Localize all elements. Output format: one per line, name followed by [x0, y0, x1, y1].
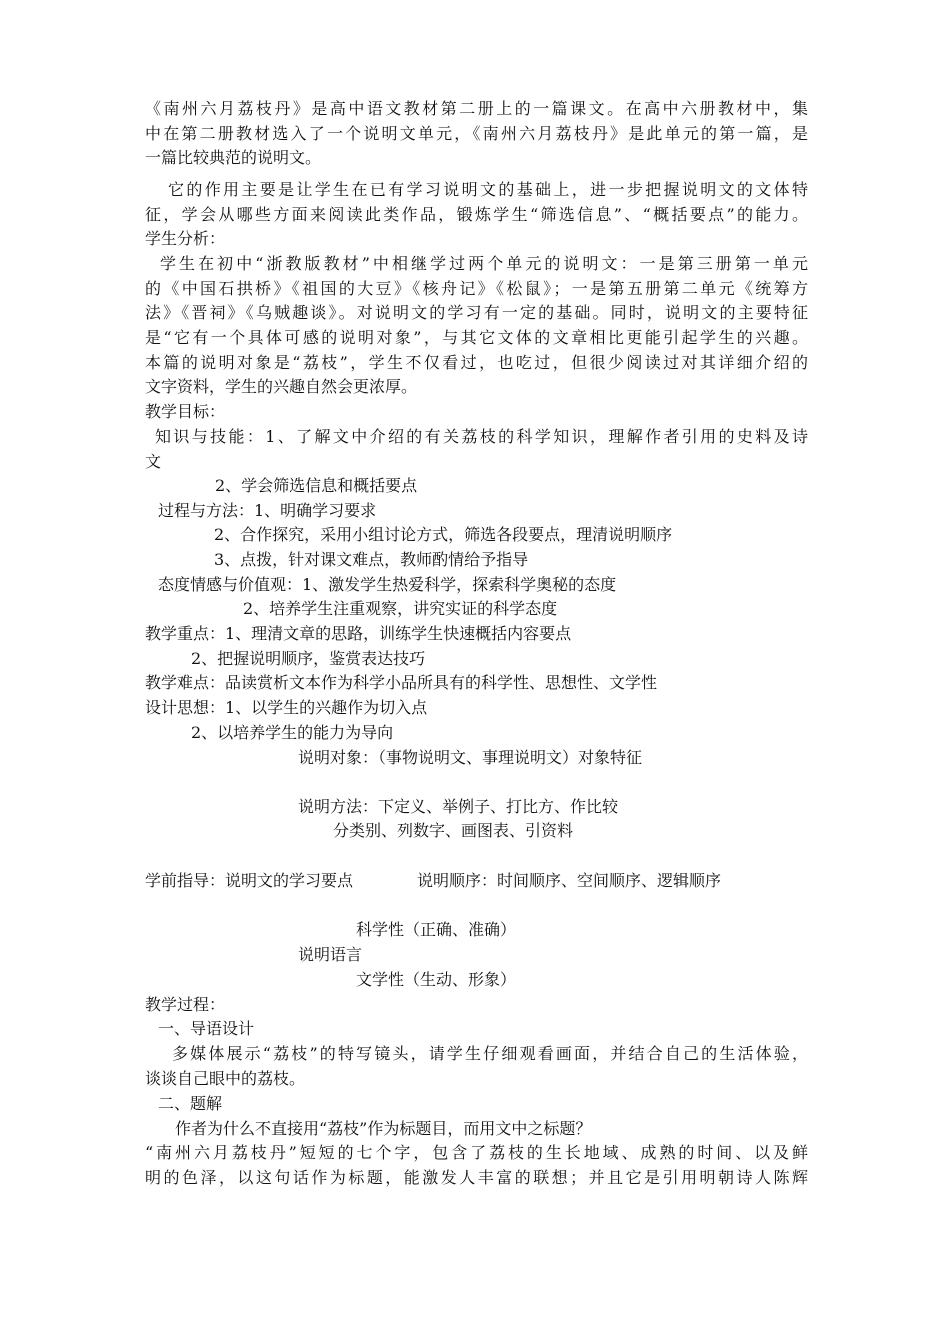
text-line: 一篇比较典范的说明文。: [145, 148, 322, 167]
text-line: 《南州六月荔枝丹》是高中语文教材第二册上的一篇课文。在高中六册教材中，集: [145, 99, 808, 118]
text-line: 分类别、列数字、画图表、引资料: [333, 821, 574, 840]
text-line: 教学重点：1、理清文章的思路，训练学生快速概括内容要点: [145, 624, 572, 643]
text-line: “南州六月荔枝丹”短短的七个字，包含了荔枝的生长地域、成熟的时间、以及鲜: [145, 1143, 808, 1162]
text-line: 知识与技能：1、了解文中介绍的有关荔枝的科学知识，理解作者引用的史料及诗: [155, 427, 808, 446]
text-line: 征，学会从哪些方面来阅读此类作品，锻炼学生“筛选信息”、“概括要点”的能力。: [145, 205, 808, 224]
text-line: 学生在初中“浙教版教材”中相继学过两个单元的说明文：一是第三册第一单元: [160, 254, 808, 273]
text-line: 的《中国石拱桥》《祖国的大豆》《核舟记》《松鼠》；一是第五册第二单元《统筹方: [145, 279, 808, 298]
text-line: 2、把握说明顺序，鉴赏表达技巧: [191, 649, 426, 668]
text-line: 中在第二册教材选入了一个说明文单元，《南州六月荔枝丹》是此单元的第一篇，是: [145, 124, 808, 143]
text-line: 说明对象：（事物说明文、事理说明文）对象特征: [298, 748, 643, 767]
section-heading: 教学目标：: [145, 402, 226, 421]
text-line: 本篇的说明对象是“荔枝”，学生不仅看过，也吃过，但很少阅读过对其详细介绍的: [145, 353, 808, 372]
text-line: 学前指导：说明文的学习要点: [145, 871, 354, 890]
section-heading: 教学过程：: [145, 995, 226, 1014]
text-line: 法》《晋祠》《乌贼趣谈》。对说明文的学习有一定的基础。同时，说明文的主要特征: [145, 303, 808, 322]
text-line: 设计思想：1、以学生的兴趣作为切入点: [145, 698, 428, 717]
text-line: 2、学会筛选信息和概括要点: [215, 476, 418, 495]
text-line: 文学性（生动、形象）: [356, 970, 517, 989]
text-line: 它的作用主要是让学生在已有学习说明文的基础上，进一步把握说明文的文体特: [168, 180, 808, 199]
text-line: 谈谈自己眼中的荔枝。: [145, 1069, 306, 1088]
text-line: 文: [145, 452, 162, 471]
text-line: 2、以培养学生的能力为导向: [191, 723, 394, 742]
text-line: 二、题解: [158, 1094, 223, 1113]
text-line: 2、合作探究，采用小组讨论方式，筛选各段要点，理清说明顺序: [214, 525, 673, 544]
text-line: 教学难点：品读赏析文本作为科学小品所具有的科学性、思想性、文学性: [145, 673, 658, 692]
text-line: 2、培养学生注重观察，讲究实证的科学态度: [243, 599, 558, 618]
text-line: 文字资料，学生的兴趣自然会更浓厚。: [145, 377, 418, 396]
text-line: 一、导语设计: [158, 1019, 255, 1038]
text-line: 明的色泽，以这句话作为标题，能激发人丰富的联想；并且它是引用明朝诗人陈辉: [145, 1168, 808, 1187]
text-line: 科学性（正确、准确）: [356, 920, 517, 939]
section-heading: 学生分析：: [145, 229, 226, 248]
text-line: 作者为什么不直接用“荔枝”作为标题目，而用文中之标题？: [175, 1119, 592, 1138]
text-line: 过程与方法：1、明确学习要求: [158, 501, 377, 520]
text-line: 是“它有一个具体可感的说明对象”，与其它文体的文章相比更能引起学生的兴趣。: [145, 328, 808, 347]
text-line: 3、点拨，针对课文难点，教师酌情给予指导: [214, 550, 529, 569]
text-line: 说明语言: [298, 945, 363, 964]
text-line: 说明方法：下定义、举例子、打比方、作比较: [298, 797, 619, 816]
text-line: 说明顺序：时间顺序、空间顺序、逻辑顺序: [417, 871, 722, 890]
text-line: 态度情感与价值观：1、激发学生热爱科学，探索科学奥秘的态度: [158, 575, 617, 594]
text-line: 多媒体展示“荔枝”的特写镜头，请学生仔细观看画面，并结合自己的生活体验，: [172, 1044, 808, 1063]
